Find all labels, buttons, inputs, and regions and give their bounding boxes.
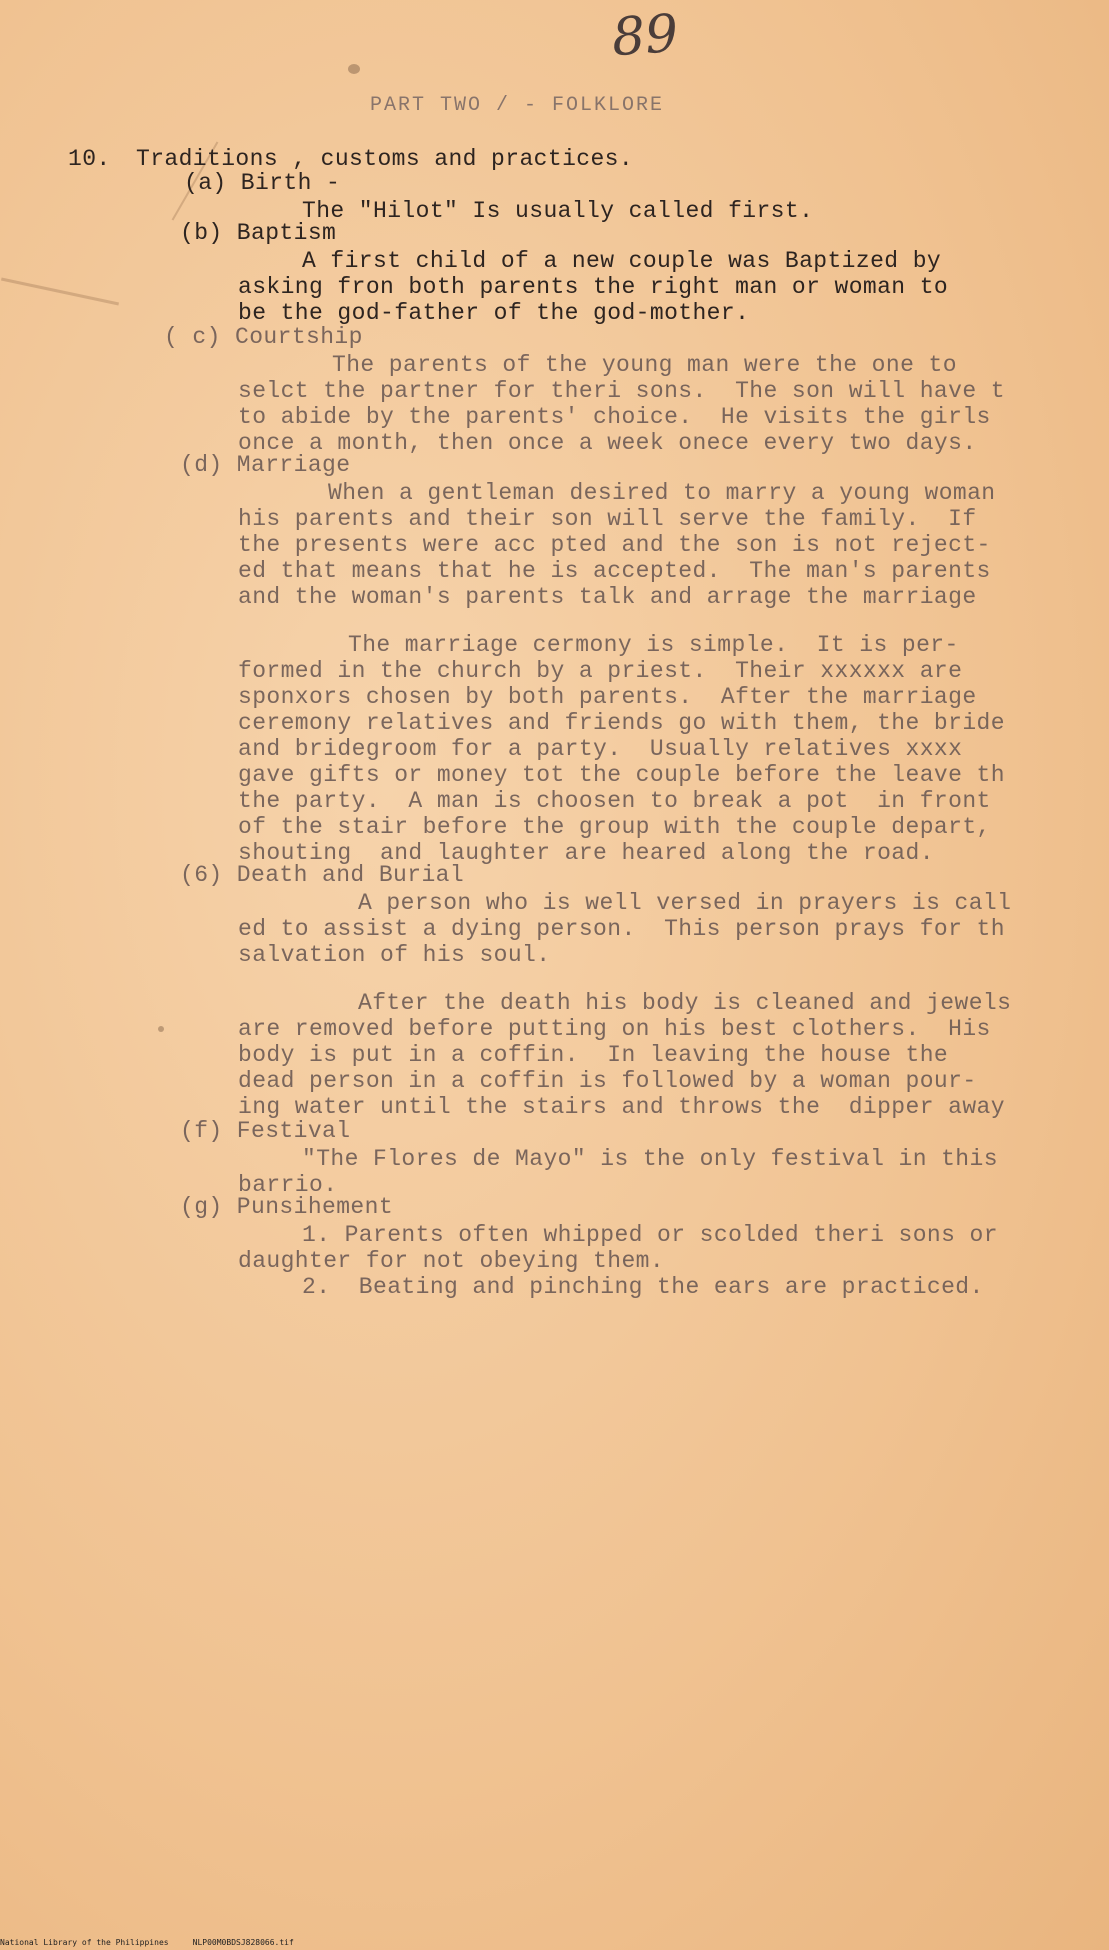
text-line: After the death his body is cleaned and jewels: [358, 990, 1012, 1016]
text-line: ing water until the stairs and throws the dipper away: [238, 1094, 1005, 1120]
text-line: ed to assist a dying person. This person prays for th: [238, 916, 1005, 942]
text-line: are removed before putting on his best clothers. His: [238, 1016, 991, 1042]
text-line: be the god-father of the god-mother.: [238, 300, 750, 326]
text-line: salvation of his soul.: [238, 942, 551, 968]
marriage-heading: (d) Marriage: [180, 452, 351, 478]
text-line: the party. A man is choosen to break a pot in front: [238, 788, 991, 814]
text-line: his parents and their son will serve the family. If: [238, 506, 977, 532]
text-line: The "Hilot" Is usually called first.: [302, 198, 814, 224]
text-line: A first child of a new couple was Baptized by: [302, 248, 942, 274]
text-line: the presents were acc pted and the son is not reject-: [238, 532, 991, 558]
text-line: 1. Parents often whipped or scolded theri sons or: [302, 1222, 998, 1248]
text-line: sponxors chosen by both parents. After the marriage: [238, 684, 977, 710]
archive-footer: National Library of the Philippines NLP00M0BDSJ828066.tif: [0, 1938, 294, 1947]
text-line: body is put in a coffin. In leaving the house the: [238, 1042, 949, 1068]
text-line: A person who is well versed in prayers is call: [358, 890, 1012, 916]
text-line: "The Flores de Mayo" is the only festival in this: [302, 1146, 998, 1172]
text-line: ed that means that he is accepted. The man's parents: [238, 558, 991, 584]
text-line: to abide by the parents' choice. He visits the girls: [238, 404, 991, 430]
paper-crease: [1, 278, 119, 306]
ink-spot: [348, 64, 360, 74]
text-line: once a month, then once a week onece every two days.: [238, 430, 977, 456]
text-line: daughter for not obeying them.: [238, 1248, 665, 1274]
text-line: formed in the church by a priest. Their xxxxxx are: [238, 658, 963, 684]
birth-heading: (a) Birth -: [184, 170, 341, 196]
page-header: PART TWO / - FOLKLORE: [370, 94, 665, 117]
text-line: of the stair before the group with the couple depart,: [238, 814, 991, 840]
text-line: asking fron both parents the right man or woman to: [238, 274, 949, 300]
text-line: and the woman's parents talk and arrage the marriage: [238, 584, 977, 610]
text-line: dead person in a coffin is followed by a woman pour-: [238, 1068, 977, 1094]
festival-heading: (f) Festival: [180, 1118, 351, 1144]
text-line: The marriage cermony is simple. It is per-: [348, 632, 959, 658]
courtship-heading: ( c) Courtship: [164, 324, 363, 350]
text-line: selct the partner for theri sons. The son will have t: [238, 378, 1005, 404]
page-number: 89: [609, 3, 681, 69]
text-line: shouting and laughter are heared along the road.: [238, 840, 934, 866]
text-line: gave gifts or money tot the couple before the leave th: [238, 762, 1005, 788]
section-title: Traditions , customs and practices.: [136, 146, 634, 172]
punishment-heading: (g) Punsihement: [180, 1194, 394, 1220]
text-line: 2. Beating and pinching the ears are practiced.: [302, 1274, 984, 1300]
section-number: 10.: [68, 146, 111, 172]
text-line: ceremony relatives and friends go with them, the bride: [238, 710, 1005, 736]
text-line: The parents of the young man were the one to: [332, 352, 957, 378]
baptism-heading: (b) Baptism: [180, 220, 337, 246]
text-line: When a gentleman desired to marry a young woman: [328, 480, 996, 506]
death-burial-heading: (6) Death and Burial: [180, 862, 465, 888]
text-line: and bridegroom for a party. Usually relatives xxxx: [238, 736, 963, 762]
ink-spot: [158, 1026, 164, 1032]
text-line: barrio.: [238, 1172, 338, 1198]
